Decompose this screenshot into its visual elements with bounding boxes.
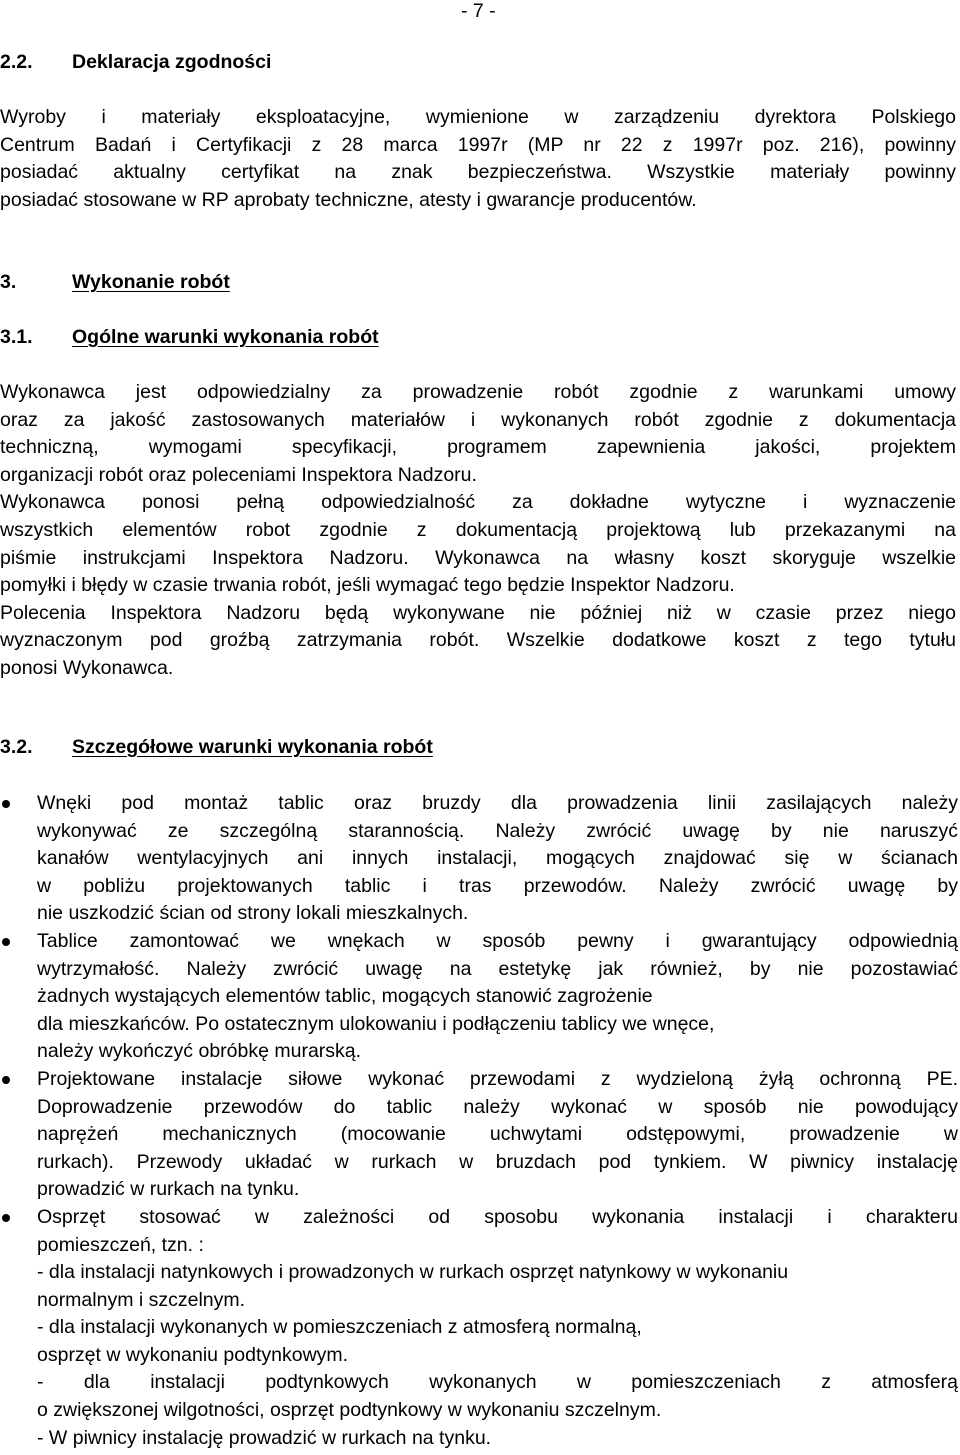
section-heading-3-1 [0,324,379,352]
page-number: - 7 - [461,0,496,22]
text-line: Doprowadzenie przewodów do tablic należy wykonać w sposób nie powodujący [37,1095,958,1118]
text-line: wyznaczonym pod groźbą zatrzymania robót. Wszelkie dodatkowe koszt z tego tytułu [0,629,956,652]
section-title: Deklaracja zgodności [72,51,272,73]
text-line: organizacji robót oraz poleceniami Inspektora Nadzoru. [0,463,477,486]
text-line: normalnym i szczelnym. [37,1288,246,1311]
text-line: piśmie instrukcjami Inspektora Nadzoru. Wykonawca na własny koszt skoryguje wszelkie [0,546,956,569]
bullet-icon [2,800,10,808]
text-line: - dla instalacji natynkowych i prowadzonych w rurkach osprzęt natynkowy w wykonaniu [37,1261,789,1284]
text-line: osprzęt w wykonaniu podtynkowym. [37,1343,349,1366]
text-line: Projektowane instalacje siłowe wykonać przewodami z wydzieloną żyłą ochronną PE. [37,1067,958,1090]
text-line: Wyroby i materiały eksploatacyjne, wymienione w zarządzeniu dyrektora Polskiego [0,106,956,128]
text-line: Wykonawca jest odpowiedzialny za prowadzenie robót zgodnie z warunkami umowy [0,381,956,403]
text-line: pomyłki i błędy w czasie trwania robót, jeśli wymagać tego będzie Inspektor Nadzoru. [0,574,735,597]
text-line: - dla instalacji wykonanych w pomieszczeniach z atmosferą normalną, [37,1316,642,1339]
text-line: należy wykończyć obróbkę murarską. [37,1040,362,1063]
text-line: ponosi Wykonawca. [0,656,174,679]
text-line: prowadzić w rurkach na tynku. [37,1178,300,1201]
text-line: w pobliżu projektowanych tablic i tras przewodów. Należy zwrócić uwagę by [37,874,958,897]
text-line: oraz za jakość zastosowanych materiałów i wykonanych robót zgodnie z dokumentacja [0,408,956,431]
text-line: żadnych wystających elementów tablic, mogących stanowić zagrożenie [37,985,653,1008]
section-heading-2-2 [0,49,271,77]
bullet-icon [2,938,10,946]
text-line: o zwiększonej wilgotności, osprzęt podtynkowy w wykonaniu szczelnym. [37,1399,662,1422]
text-line: - W piwnicy instalację prowadzić w rurkach na tynku. [37,1426,492,1449]
text-line: nie uszkodzić ścian od strony lokali mieszkalnych. [37,902,469,925]
text-line: Tablice zamontować we wnękach w sposób pewny i gwarantujący odpowiednią [37,929,958,952]
text-line: wszystkich elementów robot zgodnie z dokumentacją projektową lub przekazanymi na [0,518,956,541]
section-title: Ogólne warunki wykonania robót [72,326,379,348]
text-line: posiadać stosowane w RP aprobaty techniczne, atesty i gwarancje producentów. [0,188,697,211]
text-line: wykonywać ze szczególną starannością. Należy zwrócić uwagę by nie naruszyć [37,819,958,842]
paragraph-general-conditions [0,379,956,683]
text-line: Wnęki pod montaż tablic oraz bruzdy dla prowadzenia linii zasilających należy [37,792,958,814]
text-line: pomieszczeń, tzn. : [37,1233,204,1256]
list-item [0,928,958,1066]
list-item [0,1066,958,1204]
text-line: naprężeń mechanicznych (mocowanie uchwytami odstępowymi, prowadzenie w [37,1123,958,1146]
text-line: wytrzymałość. Należy zwrócić uwagę na estetykę jak również, by nie pozostawiać [37,957,958,980]
list-item [0,1204,958,1452]
text-line: - dla instalacji podtynkowych wykonanych w pomieszczeniach z atmosferą [37,1371,958,1394]
text-line: kanałów wentylacyjnych ani innych instalacji, mogących znajdować się w ścianach [37,847,958,870]
text-line: rurkach). Przewody układać w rurkach w bruzdach pod tynkiem. W piwnicy instalację [37,1150,958,1173]
detailed-conditions-list [0,790,958,1452]
section-title: Szczegółowe warunki wykonania robót [72,736,433,758]
text-line: Osprzęt stosować w zależności od sposobu wykonania instalacji i charakteru [37,1205,958,1228]
section-number: 2.2. [0,51,33,73]
section-number: 3. [0,271,17,293]
text-line: posiadać aktualny certyfikat na znak bezpieczeństwa. Wszystkie materiały powinny [0,161,956,184]
section-number: 3.1. [0,326,33,348]
text-line: dla mieszkańców. Po ostatecznym ulokowaniu i podłączeniu tablicy we wnęce, [37,1012,715,1035]
paragraph-declaration [0,104,956,214]
text-line: Centrum Badań i Certyfikacji z 28 marca 1997r (MP nr 22 z 1997r poz. 216), powinny [0,133,956,156]
list-item [0,790,958,928]
bullet-icon [2,1076,10,1084]
section-heading-3-2 [0,734,433,762]
section-number: 3.2. [0,736,33,758]
section-heading-3 [0,269,230,297]
text-line: Wykonawca ponosi pełną odpowiedzialność za dokładne wytyczne i wyznaczenie [0,491,956,514]
text-line: techniczną, wymogami specyfikacji, programem zapewnienia jakości, projektem [0,436,956,459]
section-title: Wykonanie robót [72,271,230,293]
text-line: Polecenia Inspektora Nadzoru będą wykonywane nie później niż w czasie przez niego [0,601,956,624]
bullet-icon [2,1214,10,1222]
